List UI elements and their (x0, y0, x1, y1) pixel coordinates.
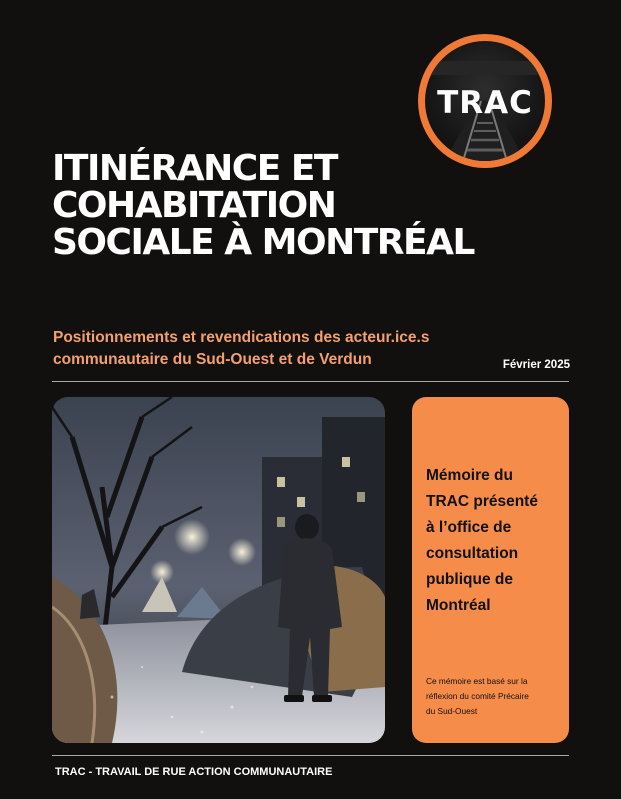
memo-note (426, 674, 561, 719)
memo-title-line: publique de (426, 571, 513, 588)
title-line: ITINÉRANCE ET (52, 148, 337, 189)
memo-title-line: consultation (426, 545, 519, 562)
memo-title-line: TRAC présenté (426, 493, 538, 510)
header-divider (52, 381, 569, 382)
title-line: SOCIALE À MONTRÉAL (52, 222, 474, 263)
winter-encampment-image (52, 397, 385, 743)
memo-note-line: réflexion du comité Précaire (426, 691, 529, 701)
logo-badge (425, 41, 545, 161)
document-subtitle (53, 327, 483, 371)
memo-title-line: à l’office de (426, 519, 512, 536)
subtitle-line: Positionnements et revendications des acteur.ice.s (53, 329, 430, 346)
memo-card (412, 397, 569, 743)
memo-title (426, 463, 561, 619)
footer-organization: TRAC - TRAVAIL DE RUE ACTION COMMUNAUTAIRE (55, 766, 333, 778)
footer-divider (52, 755, 569, 756)
title-line: COHABITATION (52, 185, 336, 226)
document-title (52, 150, 512, 261)
memo-title-line: Montréal (426, 597, 491, 614)
publication-date: Février 2025 (502, 359, 570, 371)
memo-title-line: Mémoire du (426, 467, 513, 484)
encampment-photo (52, 397, 385, 743)
memo-note-line: Ce mémoire est basé sur la (426, 676, 528, 686)
memo-note-line: du Sud-Ouest (426, 706, 478, 716)
subtitle-line: communautaire du Sud-Ouest et de Verdun (53, 351, 372, 368)
trac-logo (418, 34, 552, 168)
logo-text: TRAC (437, 85, 533, 121)
